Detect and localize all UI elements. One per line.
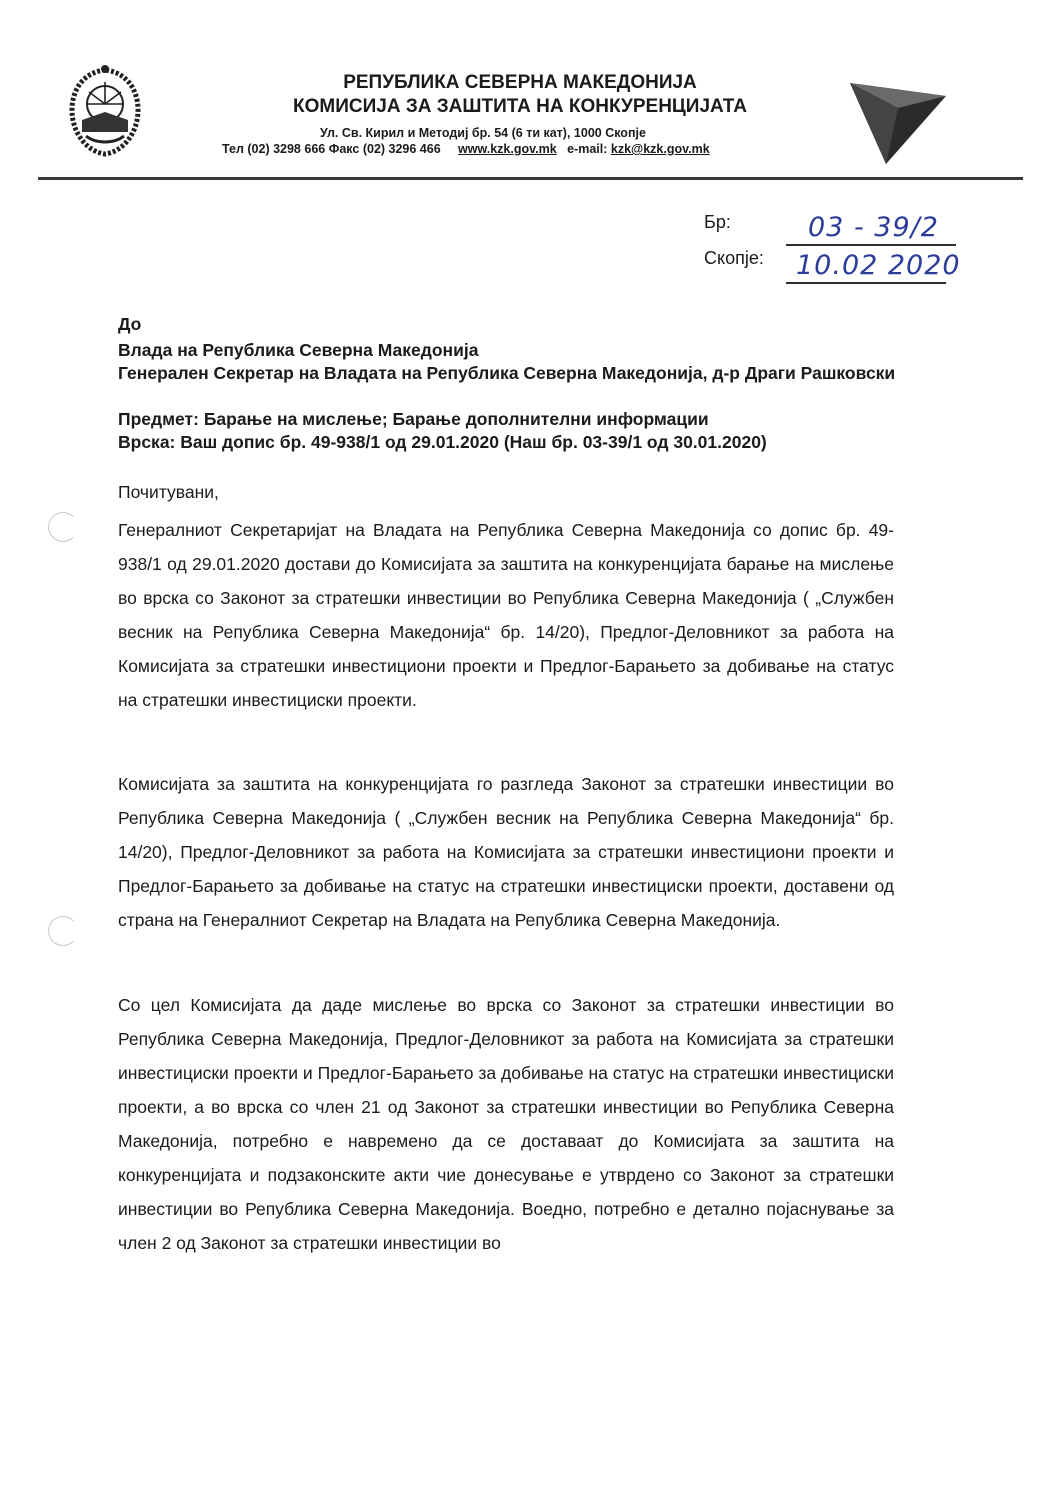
salutation: Почитувани,: [118, 482, 219, 502]
punch-hole-mark: [48, 512, 78, 542]
header-title-country: РЕПУБЛИКА СЕВЕРНА МАКЕДОНИЈА: [343, 72, 697, 93]
reference-date-line: [786, 282, 946, 284]
reference-line: Врска: Ваш допис бр. 49-938/1 од 29.01.2020 (Наш бр. 03-39/1 од 30.01.2020): [118, 432, 767, 452]
paragraph-3: Со цел Комисијата да даде мислење во врска со Законот за стратешки инвестиции во Република Северна Македонија, Предлог-Деловникот за работа на Комисијата за стратешки инвестициски проекти и Предлог-Барањето за добивање на статус на стратешки инвестициски проекти, а во врска со член 21 од Законот за стратешки инвестиции во Република Северна Македонија, потребно е навремено да се доставаат до Комисијата за заштита на конкуренцијата и подзаконските акти чие донесување е утврдено со Законот за стратешки инвестиции во Република Северна Македонија. Воедно, потребно е детално појаснување за член 2 од Законот за стратешки инвестиции во: [118, 995, 894, 1253]
header-email-label: e-mail:: [567, 142, 608, 156]
header-email-link[interactable]: kzk@kzk.gov.mk: [610, 142, 710, 156]
paragraph-2: Комисијата за заштита на конкуренцијата го разгледа Законот за стратешки инвестиции во Република Северна Македонија ( „Службен весник на Република Северна Македонија“ бр. 14/20), Предлог-Деловникот за работа на Комисијата за стратешки инвестициони проекти и Предлог-Барањето за добивање на статус на стратешки инвестициски проекти, доставени од страна на Генералниот Секретар на Владата на Република Северна Македонија.: [118, 774, 894, 930]
reference-date-handwritten: 10.02 2020: [796, 250, 961, 281]
subject-line: Предмет: Барање на мислење; Барање дополнителни информации: [118, 409, 709, 429]
reference-number-label: Бр:: [704, 212, 731, 232]
header-title-commission: КОМИСИЈА ЗА ЗАШТИТА НА КОНКУРЕНЦИЈАТА: [293, 96, 747, 117]
header-address: Ул. Св. Кирил и Методиј бр. 54 (6 ти кат), 1000 Скопје: [320, 126, 646, 140]
header-divider: [38, 177, 1023, 180]
addressee-government: Влада на Република Северна Македонија: [118, 340, 479, 360]
state-emblem-icon: [60, 60, 150, 160]
header-website-link[interactable]: www.kzk.gov.mk: [458, 142, 557, 156]
paragraph-1: Генералниот Секретаријат на Владата на Република Северна Македонија со допис бр. 49-938/1 од 29.01.2020 достави до Комисијата за заштита на конкуренцијата барање на мислење во врска со Законот за стратешки инвестиции во Република Северна Македонија ( „Службен весник на Република Северна Македонија“ бр. 14/20), Предлог-Деловникот за работа на Комисијата за стратешки инвестициони проекти и Предлог-Барањето за добивање на статус на стратешки инвестициски проекти.: [118, 520, 894, 710]
reference-place-label: Скопје:: [704, 248, 764, 268]
reference-number-line: [786, 244, 956, 246]
header-contact-line: [222, 142, 842, 156]
addressee-secretary-general: Генерален Секретар на Владата на Република Северна Македонија, д-р Драги Рашковски: [118, 363, 896, 383]
punch-hole-mark: [48, 916, 78, 946]
addressee-to: До: [118, 314, 142, 334]
commission-triangle-logo-icon: [848, 78, 948, 168]
reference-number-handwritten: 03 - 39/2: [808, 212, 939, 243]
header-phone-fax: Тел (02) 3298 666 Факс (02) 3296 466: [222, 142, 441, 156]
